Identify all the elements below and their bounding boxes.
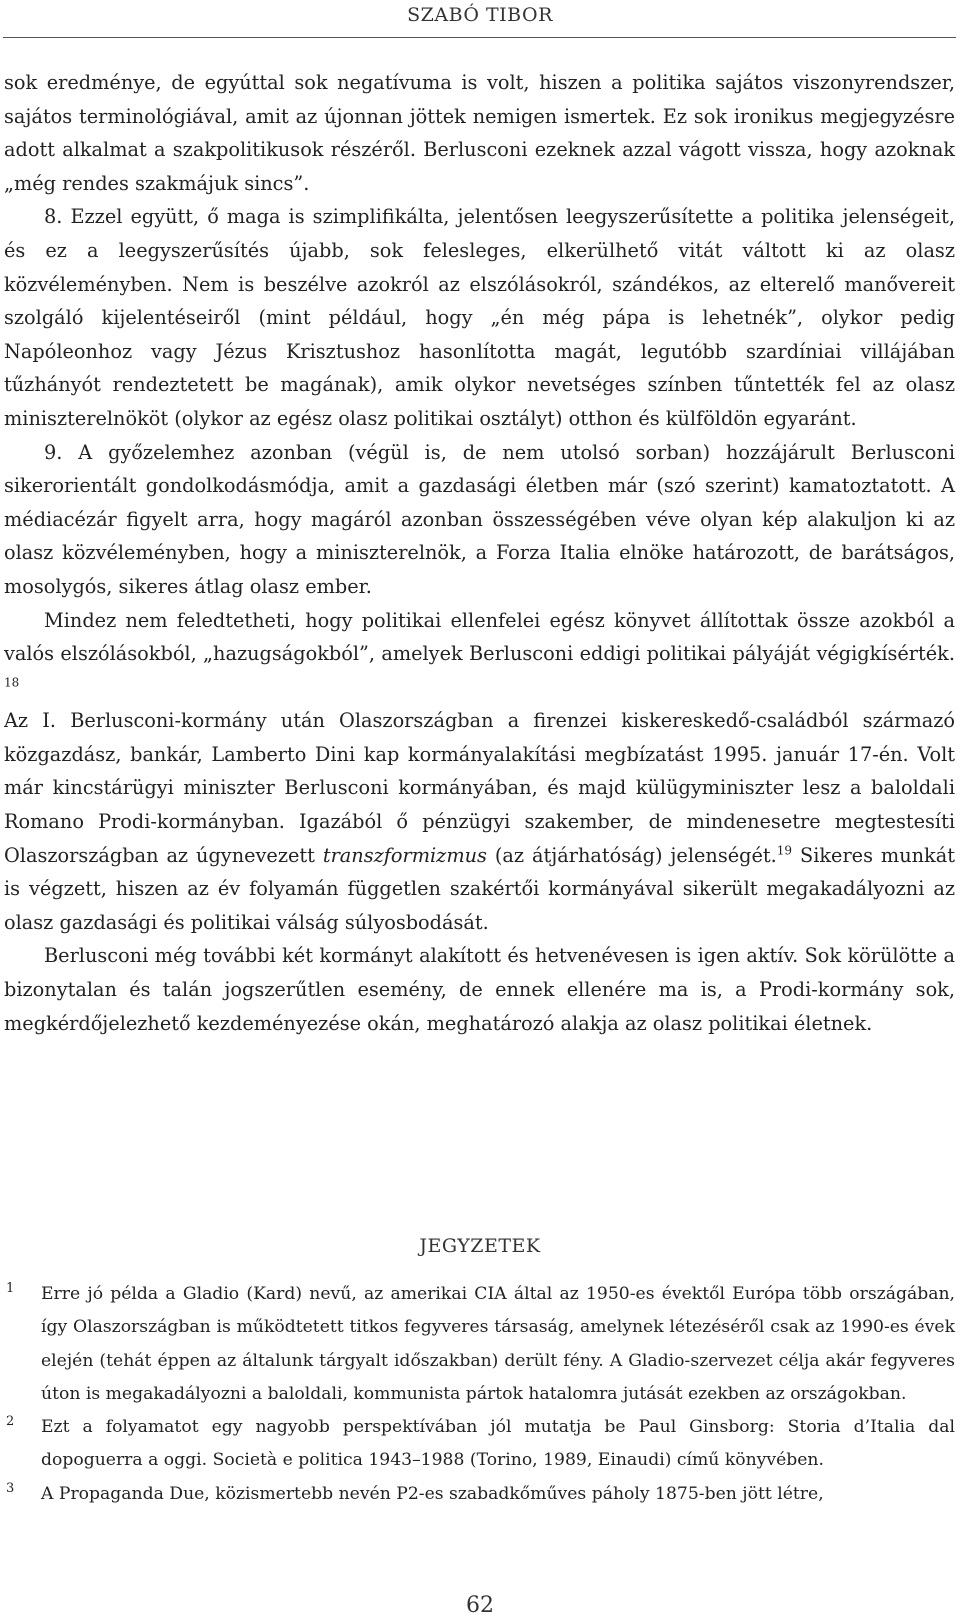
note-text: A Propaganda Due, közismertebb nevén P2-es szabadkőműves páholy 1875-ben jött létre, — [41, 1483, 824, 1504]
paragraph-5 — [4, 704, 955, 939]
main-text — [4, 66, 955, 1040]
note-text: Erre jó példa a Gladio (Kard) nevű, az amerikai CIA által az 1950-es évektől Európa több országában, így Olaszországban is működtetett titkos fegyveres társaság, amelynek létezéséről csak az 1990-es évek elején (tehát éppen az általunk tárgyalt időszakban) derült fény. A Gladio-szervezet célja akár fegyveres úton is megakadályozni a baloldali, kommunista pártok hatalomra jutását ezekben az országokban. — [41, 1284, 955, 1404]
note-text: Ezt a folyamatot egy nagyobb perspektívában jól mutatja be Paul Ginsborg: Storia d’Italia dal dopoguerra a oggi. Società e politica 1943–1988 (Torino, 1989, Einaudi) című könyvében. — [41, 1417, 955, 1471]
paragraph-2: 8. Ezzel együtt, ő maga is szimplifikálta, jelentősen leegyszerűsítette a politika jelenségeit, és ez a leegyszerűsítés újabb, sok felesleges, elkerülhető vitát váltott ki az olasz közvéleményben. Nem is beszélve azokról az elszólásokról, szándékos, az elterelő manővereit szolgáló kijelentéseiről (mint például, hogy „én még pápa is lehetnék”, olykor pedig Napóleonhoz vagy Jézus Krisztushoz hasonlította magát, legutóbb szardíniai villájában tűzhányót rendeztetett be magának), amik olykor nevetséges színben tűntették fel az olasz miniszterelnököt (olykor az egész olasz politikai osztályt) otthon és külföldön egyaránt. — [4, 205, 955, 430]
note-number: 2 — [6, 1414, 15, 1430]
note-number: 3 — [6, 1480, 15, 1496]
header-divider — [3, 37, 956, 38]
paragraph-6: Berlusconi még további két kormányt alakított és hetvenévesen is igen aktív. Sok körülötte a bizonytalan és talán jogszerűtlen esemény, de ennek ellenére ma is, a Prodi-kormány sok, megkérdőjelezhető kezdeményezése okán, meghatározó alakja az olasz politikai életnek. — [4, 944, 955, 1035]
note-item — [4, 1478, 955, 1511]
paragraph-4-text: Mindez nem feledtetheti, hogy politikai ellenfelei egész könyvet állítottak össze azokból a valós elszólásokból, „hazugságokból”, amelyek Berlusconi eddigi politikai pályáját végigkísérték. — [4, 608, 955, 666]
paragraph-4 — [4, 604, 955, 705]
note-item — [4, 1411, 955, 1478]
note-item — [4, 1278, 955, 1411]
paragraph-1: sok eredménye, de egyúttal sok negatívuma is volt, hiszen a politika sajátos viszonyrendszer, sajátos terminológiával, amit az újonnan jöttek nemigen ismertek. Ez sok ironikus megjegyzésre adott alkalmat a szakpolitikusok részéről. Berlusconi ezeknek azzal vágott vissza, hogy azoknak „még rendes szakmájuk sincs”. — [4, 71, 955, 195]
notes-list — [4, 1278, 955, 1511]
italic-term: transzformizmus — [322, 843, 487, 867]
footnote-ref-19: 19 — [776, 843, 793, 858]
page-number: 62 — [466, 1593, 494, 1618]
paragraph-5-text-b: (az átjárhatóság) jelenségét. — [494, 843, 777, 867]
running-header: SZABÓ TIBOR — [407, 4, 553, 26]
notes-heading: JEGYZETEK — [419, 1235, 541, 1257]
footnote-ref-18: 18 — [4, 675, 20, 690]
paragraph-3: 9. A győzelemhez azonban (végül is, de nem utolsó sorban) hozzájárult Berlusconi sikerorientált gondolkodásmódja, amit a gazdasági életben már (szó szerint) kamatoztatott. A médiacézár figyelt arra, hogy magáról azonban összességében véve olyan kép alakuljon ki az olasz közvéleményben, hogy a miniszterelnök, a Forza Italia elnöke határozott, de barátságos, mosolygós, sikeres átlag olasz ember. — [4, 440, 955, 598]
paragraph-5-text-c: Sikeres munkát is végzett, hiszen az év folyamán független szakértői kormányával sikerült megakadályozni az olasz gazdasági és politikai válság súlyosbodását. — [4, 843, 955, 934]
paragraph-5-text-a: Az I. Berlusconi-kormány után Olaszországban a firenzei kiskereskedő-családból származó közgazdász, bankár, Lamberto Dini kap kormányalakítási megbízatást 1995. január 17-én. Volt már kincstárügyi miniszter Berlusconi kormányában, és majd külügyminiszter lesz a baloldali Romano Prodi-kormányban. Igazából ő pénzügyi szakember, de mindenesetre megtestesíti Olaszországban az úgynevezett — [4, 709, 955, 867]
note-number: 1 — [6, 1281, 15, 1296]
